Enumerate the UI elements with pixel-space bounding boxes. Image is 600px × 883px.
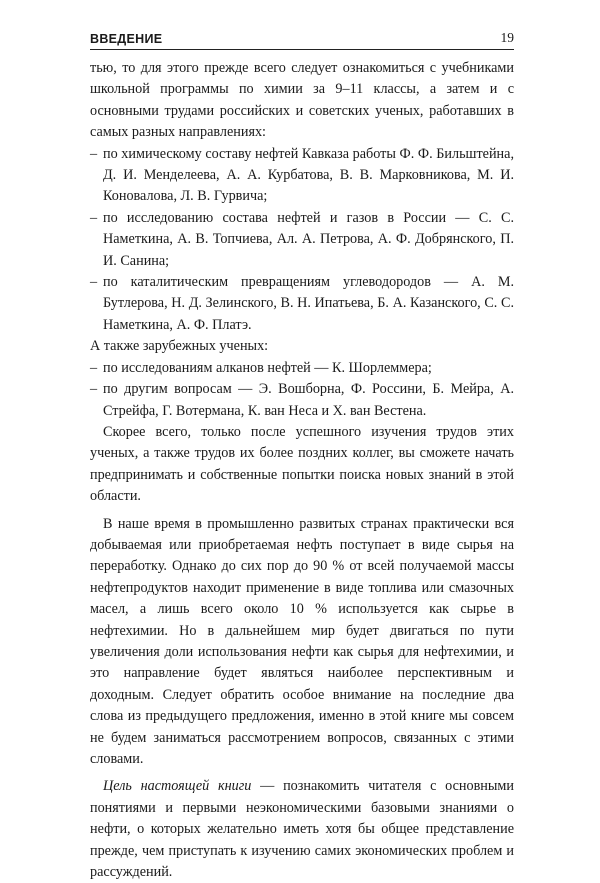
list-item: – по исследованиям алканов нефтей — К. Шорлеммера;	[90, 358, 514, 379]
list-item: – по химическому составу нефтей Кавказа работы Ф. Ф. Бильштейна, Д. И. Менделеева, А. А. Курбатова, В. В. Марковникова, М. И. Коновалова, Л. В. Гурвича;	[90, 144, 514, 208]
foreign-scientists-list	[90, 358, 514, 422]
industry-paragraph: В наше время в промышленно развитых странах практически вся добываемая или приобретаемая нефть поступает в виде сырья на переработку. Однако до сих пор до 90 % от всей получаемой массы нефтепродуктов находит применение в виде топлива или смазочных масел, а лишь всего около 10 % используется как сырье в нефтехимии. Но в дальнейшем мир будет двигаться по пути увеличения доли использования нефти как сырья для нефтехимии, и это направление будет являться наиболее перспективным и доходным. Следует обратить особое внимание на последние два слова из предыдущего предложения, именно в этой книге мы совсем не будем заниматься рассмотрением вопросов, связанных с этими словами.	[90, 515, 514, 767]
section-title: ВВЕДЕНИЕ	[90, 32, 163, 46]
list-item: – по исследованию состава нефтей и газов в России — С. С. Наметкина, А. В. Топчиева, Ал. А. Петрова, А. Ф. Добрянского, П. И. Санина;	[90, 208, 514, 272]
russian-scientists-list	[90, 144, 514, 337]
foreign-intro: А также зарубежных ученых:	[90, 338, 269, 355]
list-item: – по другим вопросам — Э. Вошборна, Ф. Россини, Б. Мейра, А. Стрейфа, Г. Вотермана, К. ван Неса и Х. ван Вестена.	[90, 379, 514, 422]
list-item: – по каталитическим превращениям углеводородов — А. М. Бутлерова, Н. Д. Зелинского, В. Н. Ипатьева, Б. А. Казанского, С. С. Наметкина, А. Ф. Платэ.	[90, 272, 514, 336]
page-number: 19	[500, 30, 514, 45]
goal-paragraph	[90, 776, 514, 883]
running-header	[90, 30, 514, 50]
goal-text: — познакомить читателя с основными понятиями и первыми неэкономическими базовыми знаниями о нефти, о которых желательно иметь хотя бы общее представление прежде, чем приступать к изучению самих экономических проблем и рассуждений.	[90, 778, 514, 881]
page-body	[90, 58, 514, 883]
goal-label: Цель настоящей книги	[103, 778, 252, 795]
study-paragraph: Скорее всего, только после успешного изучения трудов этих ученых, а также трудов их более поздних коллег, вы сможете начать предпринимать и собственные попытки поиска новых знаний в этой области.	[90, 423, 514, 505]
intro-paragraph: тью, то для этого прежде всего следует ознакомиться с учебниками школьной программы по химии за 9–11 классы, а затем и с основными трудами российских и советских ученых, работавших в самых разных направлениях:	[90, 60, 514, 141]
